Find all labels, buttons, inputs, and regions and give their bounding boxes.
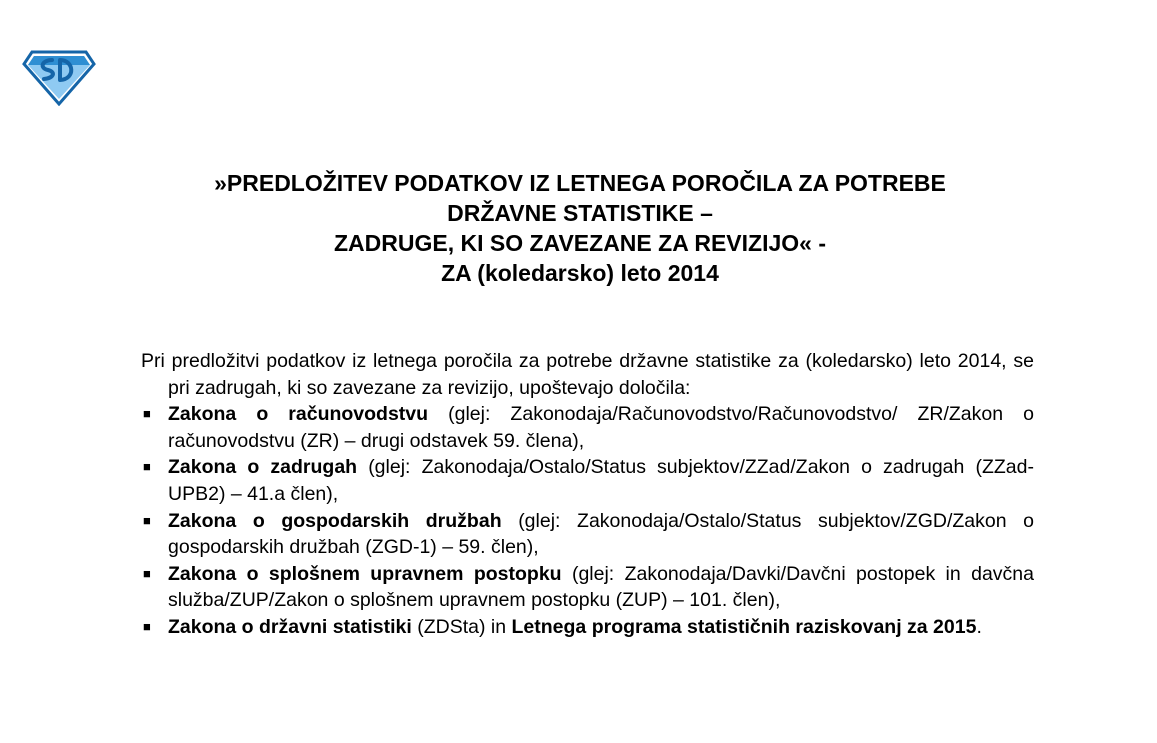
title-line-2: DRŽAVNE STATISTIKE – — [447, 200, 713, 226]
bullet-icon: ■ — [143, 406, 151, 422]
title-line-4: ZA (koledarsko) leto 2014 — [441, 260, 719, 286]
provisions-list — [141, 401, 1034, 640]
bullet-icon: ■ — [143, 565, 151, 581]
law-name: Zakona o zadrugah — [168, 456, 358, 479]
closing-punctuation: . — [976, 615, 982, 638]
law-reference: (ZDSta) in — [411, 615, 512, 638]
law-name: Zakona o računovodstvu — [168, 403, 429, 426]
bullet-icon: ■ — [143, 512, 151, 528]
document-body — [141, 348, 1034, 641]
title-line-1: »PREDLOŽITEV PODATKOV IZ LETNEGA POROČILA ZA POTREBE — [214, 170, 946, 196]
bullet-icon: ■ — [143, 459, 151, 475]
law-reference: (glej: Zakonodaja/Ostalo/Status subjektov/ZGD/Zakon o gospodarskih družbah (ZGD-1) – 59. člen), — [168, 509, 1034, 559]
company-logo — [22, 48, 96, 106]
law-reference: (glej: Zakonodaja/Davki/Davčni postopek in davčna služba/ZUP/Zakon o splošnem upravnem postopku (ZUP) – 101. člen), — [168, 562, 1034, 612]
list-item — [141, 561, 1034, 614]
law-reference: (glej: Zakonodaja/Računovodstvo/Računovodstvo/ ZR/Zakon o računovodstvu (ZR) – drugi odstavek 59. člena), — [168, 403, 1034, 452]
law-name: Zakona o splošnem upravnem postopku — [168, 562, 562, 585]
list-item — [141, 614, 1034, 641]
law-name: Zakona o državni statistiki — [168, 615, 412, 638]
bullet-icon: ■ — [143, 618, 151, 634]
document-title — [100, 168, 1060, 288]
program-name: Letnega programa statističnih raziskovanj za 2015 — [511, 615, 977, 638]
list-item — [141, 401, 1034, 454]
intro-paragraph: Pri predložitvi podatkov iz letnega poročila za potrebe državne statistike za (koledarsko) leto 2014, se pri zadrugah, ki so zavezane za revizijo, upoštevajo določila: — [141, 350, 1034, 399]
law-name: Zakona o gospodarskih družbah — [168, 509, 502, 532]
shield-logo-icon — [22, 48, 96, 106]
title-line-3: ZADRUGE, KI SO ZAVEZANE ZA REVIZIJO« - — [334, 230, 826, 256]
law-reference: (glej: Zakonodaja/Ostalo/Status subjektov/ZZad/Zakon o zadrugah (ZZad-UPB2) – 41.a člen), — [168, 456, 1034, 505]
list-item — [141, 508, 1034, 561]
list-item — [141, 454, 1034, 507]
